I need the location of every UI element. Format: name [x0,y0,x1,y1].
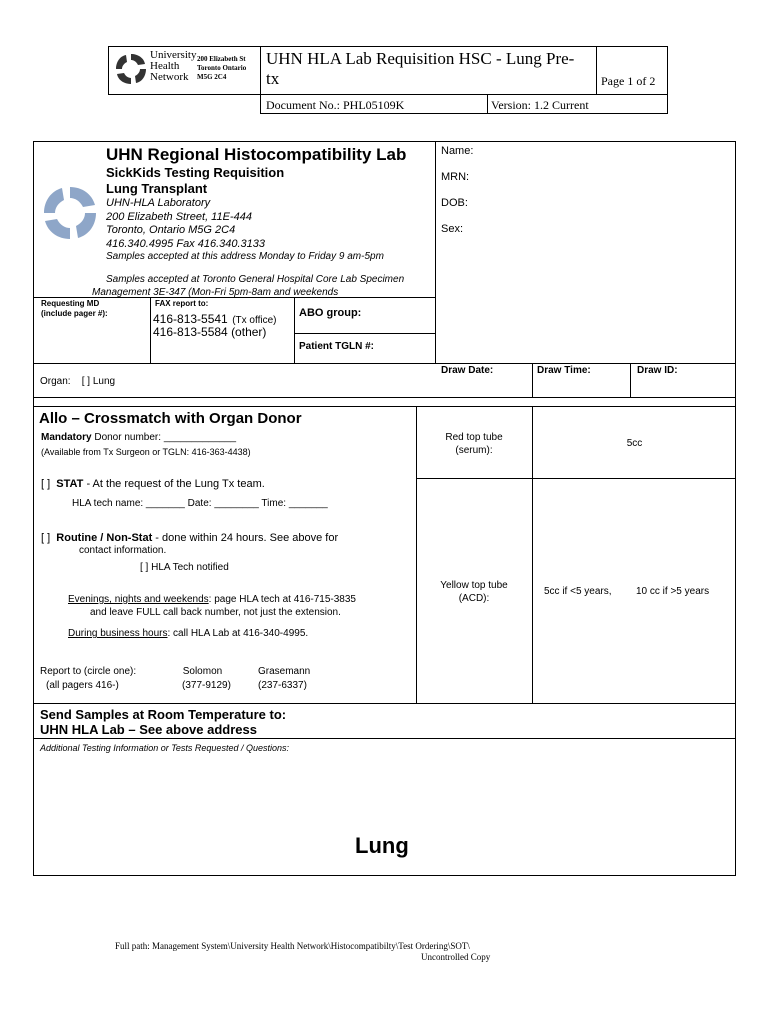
lab-address-3: Toronto, Ontario M5G 2C4 [106,224,236,236]
organ-stamp: Lung [355,833,409,858]
donor-availability-note: (Available from Tx Surgeon or TGLN: 416-363-4438) [41,447,251,457]
fax-report-label: FAX report to: [155,299,209,308]
abo-group-label: ABO group: [299,307,362,319]
red-tube-label: Red top tube [445,432,503,443]
fax-number-2: 416-813-5584 (other) [153,325,267,339]
routine-description-2: contact information. [79,545,167,556]
send-samples-heading: Send Samples at Room Temperature to: [40,707,287,722]
uhn-logo-icon [114,52,148,86]
yellow-tube-label: Yellow top tube [440,580,508,591]
lab-subtitle-1: SickKids Testing Requisition [106,165,285,180]
report-to-label: Report to (circle one): [40,666,137,677]
addr-line1: 200 Elizabeth St [197,55,246,63]
requesting-md-label: Requesting MD [41,299,100,308]
accept-tgh-2: Management 3E-347 (Mon-Fri 5pm-8am and weekends [92,286,339,298]
doc-title-line1: UHN HLA Lab Requisition HSC - Lung Pre- [266,49,575,68]
organ-lung-checkbox[interactable]: [ ] Lung [81,376,116,387]
accept-hours: Samples accepted at this address Monday to Friday 9 am-5pm [106,251,384,262]
pager-prefix-note: (all pagers 416-) [46,680,119,691]
patient-tgln-label: Patient TGLN #: [299,341,375,352]
business-hours-label: During business hours [68,628,168,639]
stat-description: - At the request of the Lung Tx team. [83,478,265,490]
donor-number-field[interactable]: Donor number: _____________ [91,432,237,443]
lab-subtitle-2: Lung Transplant [106,181,208,196]
accept-tgh-1: Samples accepted at Toronto General Hospital Core Lab Specimen [106,274,405,285]
version: Version: 1.2 Current [491,98,589,112]
yellow-tube-volume-under5: 5cc if <5 years, [544,586,612,597]
patient-dob-label: DOB: [441,197,468,209]
org-line2: Health [150,60,180,72]
evenings-instruction: : page HLA tech at 416-715-3835 [208,594,356,605]
organ-label: Organ: [40,376,71,387]
histocompatibility-logo-icon [40,183,100,243]
hla-tech-fields[interactable]: HLA tech name: _______ Date: ________ Time: _______ [72,498,328,509]
addr-line3: M5G 2C4 [197,73,227,81]
yellow-tube-volume-over5: 10 cc if >5 years [636,586,710,597]
uncontrolled-copy: Uncontrolled Copy [421,952,491,962]
addr-line2: Toronto Ontario [197,64,247,72]
page-number: Page 1 of 2 [601,74,656,88]
report-grasemann-option[interactable] [258,665,310,693]
draw-time-label: Draw Time: [537,365,591,376]
yellow-tube-type: (ACD): [458,593,490,604]
org-line3: Network [150,71,189,83]
patient-name-label: Name: [441,145,474,157]
org-line1: University [150,49,197,61]
send-samples-address: UHN HLA Lab – See above address [40,722,257,737]
pager-label: (include pager #): [41,309,108,318]
draw-id-label: Draw ID: [637,365,678,376]
red-tube-volume: 5cc [626,438,643,449]
solomon-name: Solomon [182,666,223,677]
fax-number-1-note: (Tx office) [232,315,277,326]
draw-date-label: Draw Date: [441,365,494,376]
red-tube-type: (serum): [455,445,493,456]
hla-tech-notified-checkbox[interactable]: [ ] HLA Tech notified [140,562,229,573]
grasemann-pager: (237-6337) [258,680,307,691]
patient-sex-label: Sex: [441,223,464,235]
evenings-label: Evenings, nights and weekends [68,594,209,605]
lab-address-1: UHN-HLA Laboratory [106,197,211,209]
grasemann-name: Grasemann [258,666,311,677]
mandatory-label: Mandatory [41,432,92,443]
routine-description: - done within 24 hours. See above for [152,532,339,544]
routine-label: Routine / Non-Stat [56,532,153,544]
report-solomon-option[interactable] [174,665,231,693]
document-number: Document No.: PHL05109K [266,98,405,112]
stat-checkbox[interactable]: [ ] [41,478,51,490]
allo-crossmatch-title: Allo – Crossmatch with Organ Donor [39,410,302,427]
routine-checkbox[interactable]: [ ] [41,532,51,544]
business-hours-instruction: : call HLA Lab at 416-340-4995. [167,628,309,639]
solomon-pager: (377-9129) [182,680,231,691]
patient-mrn-label: MRN: [441,171,470,183]
evenings-instruction-2: and leave FULL call back number, not just the extension. [90,607,341,618]
stat-label: STAT [56,478,84,490]
lab-address-2: 200 Elizabeth Street, 11E-444 [106,210,252,223]
fax-number-1: 416-813-5541 [153,312,228,326]
additional-testing-label: Additional Testing Information or Tests Requested / Questions: [40,743,289,753]
lab-title: UHN Regional Histocompatibility Lab [106,145,407,164]
lab-phone: 416.340.4995 Fax 416.340.3133 [106,237,266,250]
footer-path: Full path: Management System\University Health Network\Histocompatibilty\Test Ordering\SOT\ [115,941,470,951]
doc-title-line2: tx [266,69,280,88]
